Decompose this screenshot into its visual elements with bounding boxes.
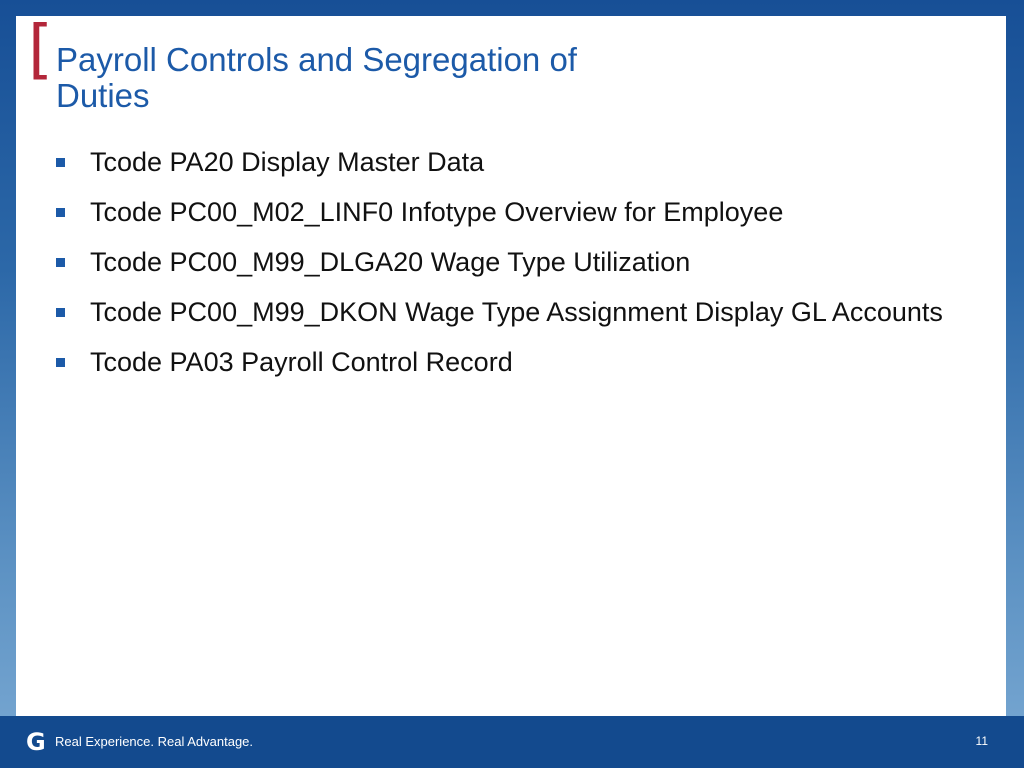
- slide-content-panel: [16, 13, 1006, 716]
- footer-bar: [0, 716, 1024, 768]
- bullet-item: [54, 144, 974, 180]
- bullet-text: Tcode PC00_M99_DKON Wage Type Assignment Display GL Accounts: [90, 297, 943, 327]
- bullet-text: Tcode PA20 Display Master Data: [90, 147, 485, 177]
- page-number: 11: [975, 734, 988, 748]
- bullet-text: Tcode PC00_M99_DLGA20 Wage Type Utilization: [90, 247, 691, 277]
- bullet-text: Tcode PC00_M02_LINF0 Infotype Overview for Employee: [90, 197, 784, 227]
- bullet-item: [54, 344, 974, 380]
- bullet-item: [54, 294, 974, 330]
- bullet-list: [54, 144, 974, 394]
- square-bullet-icon: [56, 308, 65, 317]
- square-bullet-icon: [56, 258, 65, 267]
- title-bracket-icon: [: [28, 13, 53, 87]
- footer-tagline: Real Experience. Real Advantage.: [55, 734, 254, 749]
- bullet-item: [54, 244, 974, 280]
- bullet-item: [54, 194, 974, 230]
- bullet-text: Tcode PA03 Payroll Control Record: [90, 347, 513, 377]
- g-logo-icon: G: [26, 728, 46, 756]
- square-bullet-icon: [56, 208, 65, 217]
- slide-title: Payroll Controls and Segregation of Duties: [56, 41, 577, 114]
- square-bullet-icon: [56, 358, 65, 367]
- square-bullet-icon: [56, 158, 65, 167]
